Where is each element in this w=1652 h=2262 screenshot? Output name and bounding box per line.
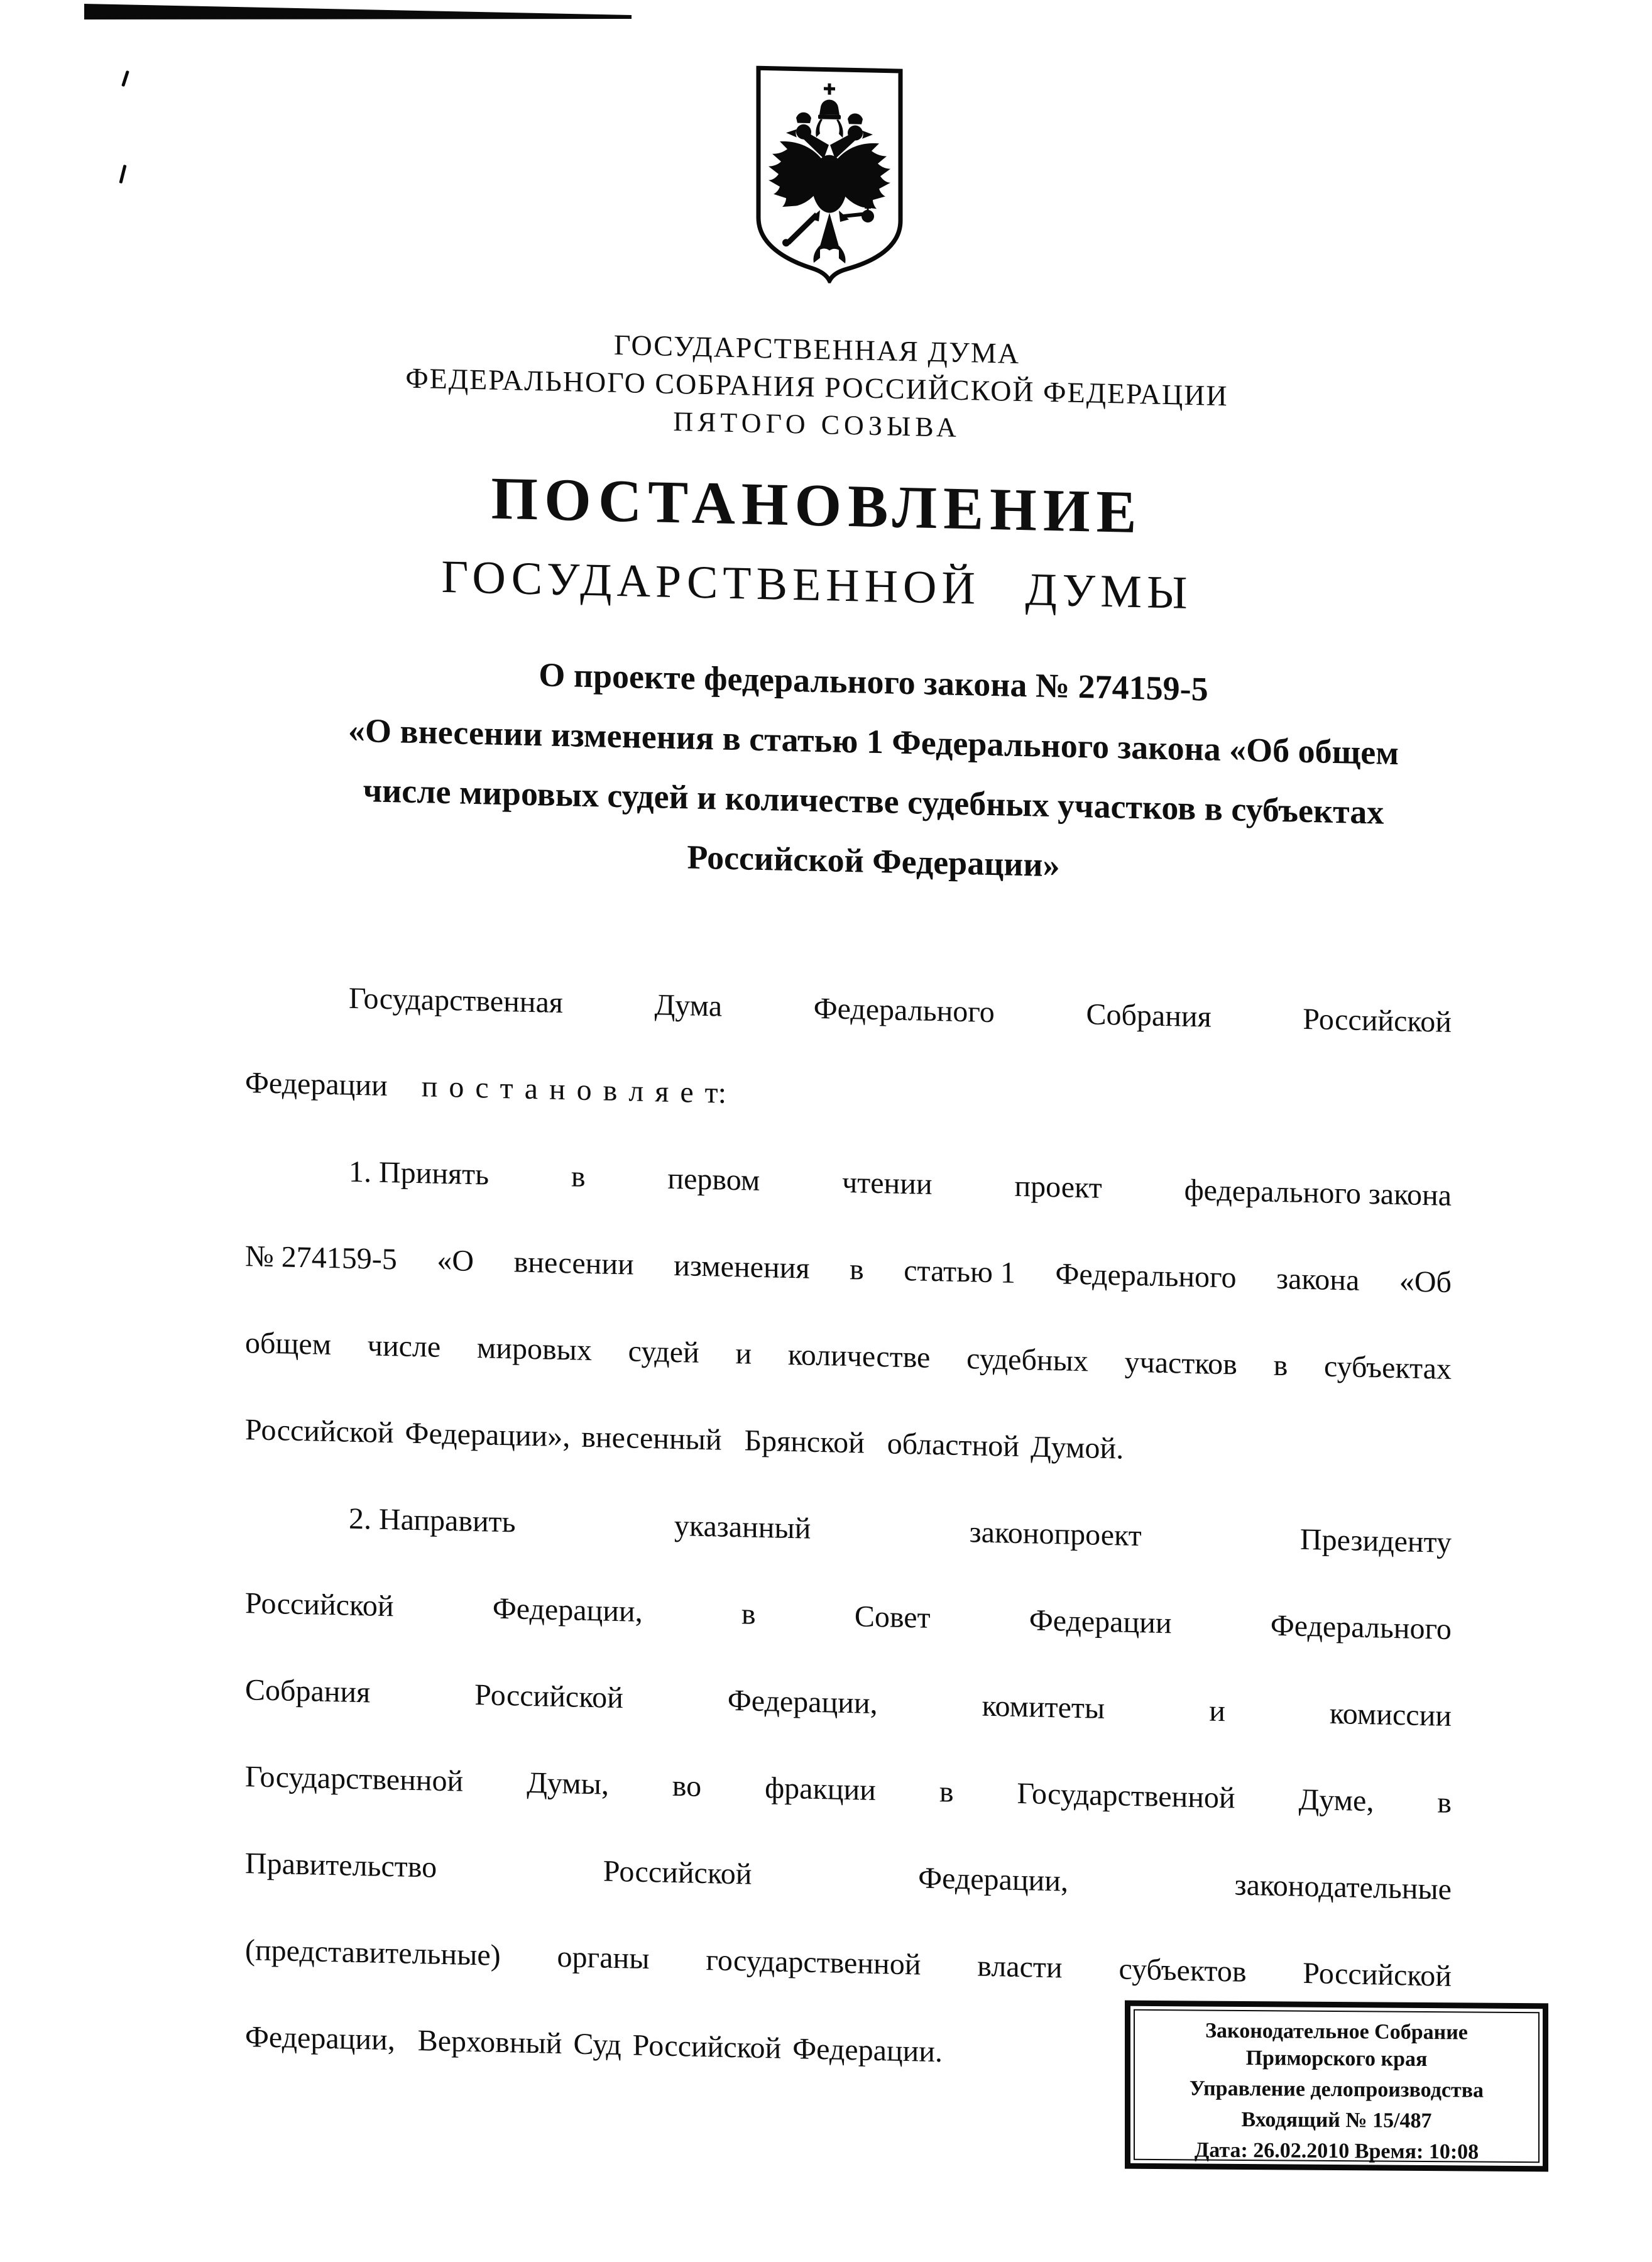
subject-line: «О внесении изменения в статью 1 Федерального закона «Об общем xyxy=(347,711,1399,772)
document-content xyxy=(214,302,1464,2107)
body-word: комиссии xyxy=(1329,1696,1452,1733)
document-type-subtitle: ГОСУДАРСТВЕННОЙ ДУМЫ xyxy=(441,551,1193,619)
body-word: и xyxy=(735,1337,752,1371)
authority-line: ФЕДЕРАЛЬНОГО СОБРАНИЯ РОССИЙСКОЙ ФЕДЕРАЦИИ xyxy=(405,361,1228,412)
body-word: Федерации, xyxy=(492,1591,643,1628)
stamp-line: Входящий № 15/487 xyxy=(1241,2107,1432,2133)
body-word: в xyxy=(939,1775,954,1809)
body-word: Государственной xyxy=(245,1760,464,1798)
body-word: «Об xyxy=(1399,1265,1452,1299)
body-word: № 274159-5 xyxy=(245,1239,397,1276)
body-word: во xyxy=(672,1769,702,1803)
subject-line: Российской Федерации» xyxy=(687,838,1060,884)
body-word: Федерации, xyxy=(727,1683,878,1721)
body-line: Российской Федерации», внесенный Брянской областной Думой. xyxy=(245,1413,1124,1466)
body-word: Думе, xyxy=(1298,1782,1374,1818)
body-word: 2. Направить xyxy=(349,1502,516,1539)
stamp-line: Законодательное Собрание xyxy=(1205,2019,1468,2045)
body-word: субъектах xyxy=(1323,1349,1452,1386)
body-word: Собрания xyxy=(245,1673,371,1710)
body-word: первом xyxy=(667,1161,760,1197)
body-word: Российской xyxy=(603,1854,752,1891)
body-word: Совет xyxy=(854,1600,931,1635)
body-word: внесении xyxy=(513,1245,634,1282)
incoming-registration-stamp xyxy=(1125,2001,1548,2172)
body-word: (представительные) xyxy=(245,1933,501,1972)
scan-artifact-mark xyxy=(119,165,126,184)
body-word: Собрания xyxy=(1086,997,1212,1034)
body-word: в xyxy=(1273,1348,1288,1383)
body-word: 1. Принять xyxy=(349,1155,489,1192)
body-word: Государственная xyxy=(349,981,563,1020)
body-word: изменения xyxy=(674,1248,810,1285)
body-word: федерального закона xyxy=(1184,1173,1452,1212)
body-word: государственной xyxy=(706,1943,921,1982)
resolution-subject xyxy=(270,639,1477,904)
stamp-text xyxy=(1134,2009,1540,2163)
stamp-line: Дата: 26.02.2010 Время: 10:08 xyxy=(1194,2138,1479,2164)
body-word: Российской xyxy=(474,1678,623,1715)
body-word: органы xyxy=(557,1940,650,1976)
body-word: Федерального xyxy=(1055,1257,1237,1295)
body-word: Федерального xyxy=(1270,1608,1452,1646)
body-word: количестве xyxy=(787,1337,931,1375)
body-word: мировых xyxy=(476,1331,592,1368)
body-word: статью 1 xyxy=(904,1253,1015,1290)
body-word: фракции xyxy=(765,1771,876,1807)
issuing-authority xyxy=(214,317,1420,457)
body-word: Федерального xyxy=(813,991,995,1029)
body-word: законопроект xyxy=(969,1515,1142,1553)
body-word: судей xyxy=(628,1334,699,1370)
body-line: Федерации п о с т а н о в л я е т: xyxy=(245,1066,726,1110)
body-word: Государственной xyxy=(1017,1776,1235,1815)
body-word: Федерации xyxy=(1029,1603,1172,1640)
body-word: Президенту xyxy=(1300,1522,1452,1559)
authority-line: ГОСУДАРСТВЕННАЯ ДУМА xyxy=(614,328,1020,370)
body-word: Дума xyxy=(654,988,722,1023)
body-line: Федерации, Верховный Суд Российской Федерации. xyxy=(245,2020,943,2069)
body-word: комитеты xyxy=(982,1689,1105,1725)
stamp-line: Приморского края xyxy=(1245,2046,1428,2072)
body-word: закона xyxy=(1276,1261,1360,1297)
body-word: Правительство xyxy=(245,1847,437,1884)
document-type-title: ПОСТАНОВЛЕНИЕ xyxy=(491,464,1143,546)
subject-line: числе мировых судей и количестве судебных участков в субъектах xyxy=(363,771,1384,832)
russian-coat-of-arms-icon xyxy=(750,63,909,285)
body-word: Думы, xyxy=(527,1765,609,1801)
body-word: судебных xyxy=(966,1342,1088,1378)
body-word: законодательные xyxy=(1234,1868,1452,1906)
body-word: власти xyxy=(977,1949,1063,1985)
body-word: в xyxy=(849,1253,864,1287)
body-word: чтении xyxy=(842,1165,933,1201)
body-word: в xyxy=(1437,1786,1452,1820)
scan-artifact-mark xyxy=(121,70,129,87)
body-word: «О xyxy=(437,1243,474,1278)
body-word: в xyxy=(571,1160,586,1194)
body-word: Российской xyxy=(1303,1002,1452,1039)
body-word: и xyxy=(1209,1694,1225,1728)
body-word: субъектов xyxy=(1119,1952,1247,1989)
body-word: проект xyxy=(1014,1169,1102,1205)
authority-line: ПЯТОГО СОЗЫВА xyxy=(673,405,961,443)
subject-line: О проекте федерального закона № 274159-5 xyxy=(539,656,1208,708)
stamp-line: Управление делопроизводства xyxy=(1189,2077,1484,2102)
body-word: Федерации, xyxy=(918,1861,1068,1898)
body-word: числе xyxy=(367,1329,441,1364)
body-word: в xyxy=(741,1597,756,1631)
body-word: общем xyxy=(245,1326,332,1362)
body-word: указанный xyxy=(674,1508,811,1546)
body-word: Российской xyxy=(245,1586,394,1623)
body-word: Российской xyxy=(1303,1956,1452,1993)
resolution-body xyxy=(245,953,1452,2107)
body-word: участков xyxy=(1124,1345,1237,1381)
scan-artifact-top-bar xyxy=(0,0,691,25)
